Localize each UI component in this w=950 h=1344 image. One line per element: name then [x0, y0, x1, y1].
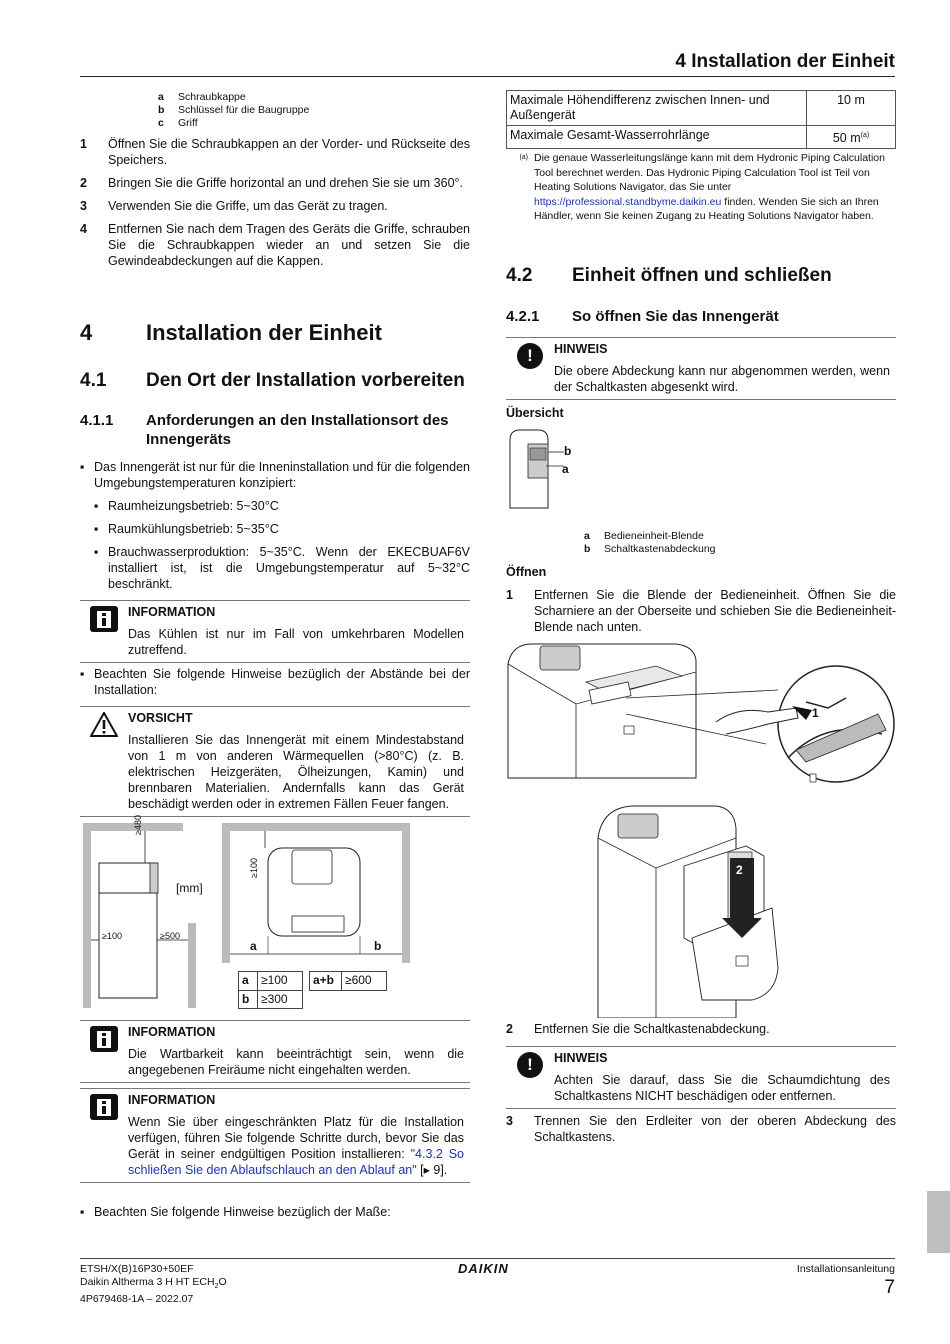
step-item: 4 Entfernen Sie nach dem Tragen des Geräts die Griffe, schrauben Sie die Schraubkappen wieder an und setzen Sie die Gewindeabdeckungen auf die Kappen.: [80, 222, 470, 268]
spec-table: [506, 90, 896, 149]
legend-item: a Schraubkappe: [158, 91, 246, 103]
section-4-heading: 4 Installation der Einheit: [80, 320, 382, 345]
overview-label-a: a: [562, 462, 569, 476]
requirements-list: [80, 459, 470, 592]
clearance-label-a: a: [250, 939, 257, 953]
footer-model-info: ETSH/X(B)16P30+50EF Daikin Altherma 3 H HT $ECH_2O$ 4P679468-1A – 2022.07: [80, 1263, 227, 1306]
info-box-maintenance: INFORMATION Die Wartbarkeit kann beeinträchtigt sein, wenn die angegebenen Freiräume nicht eingehalten werden.: [80, 1020, 470, 1083]
legend-item: b Schlüssel für die Baugruppe: [158, 104, 310, 116]
step-item: 1 Öffnen Sie die Schraubkappen an der Vorder- und Rückseite des Speichers.: [80, 137, 470, 167]
step-item: 3 Verwenden Sie die Griffe, um das Gerät zu tragen.: [80, 199, 388, 213]
daikin-professional-link[interactable]: https://professional.standbyme.daikin.eu: [534, 195, 722, 208]
legend-item: a Bedieneinheit-Blende: [584, 530, 704, 542]
information-icon: [90, 606, 118, 632]
list-item: ▪ Beachten Sie folgende Hinweise bezüglich der Abstände bei der Installation:: [80, 667, 470, 697]
table-row: Maximale Höhendifferenz zwischen Innen- und Außengerät 10 m: [507, 91, 896, 126]
open-heading: Öffnen: [506, 565, 547, 579]
drain-hose-link[interactable]: "4.3.2 So schließen Sie den Ablaufschlauch an den Ablauf an": [128, 1147, 464, 1177]
section-4-1-1-heading: 4.1.1 Anforderungen an den Installationsort des Innengeräts: [80, 412, 449, 448]
page-header-title: 4 Installation der Einheit: [675, 51, 895, 72]
top-clearance-label: ≥480: [133, 815, 143, 835]
step-item: 3 Trennen Sie den Erdleiter von der oberen Abdeckung des Schaltkastens.: [506, 1114, 896, 1144]
step-item: 2 Bringen Sie die Griffe horizontal an und drehen Sie sie um 360°.: [80, 176, 463, 190]
clearance-table: [238, 971, 387, 1009]
legend-right: [584, 530, 716, 556]
info-box-cooling: INFORMATION Das Kühlen ist nur im Fall von umkehrbaren Modellen zutreffend.: [80, 600, 470, 663]
chapter-tab: [927, 1191, 950, 1253]
figure-label-1: 1: [812, 706, 819, 720]
overview-unit-diagram: [506, 428, 566, 512]
info-box-limited-space: INFORMATION Wenn Sie über eingeschränkten Platz für die Installation verfügen, führen Sie folgende Schritte durch, bevor Sie das Gerät in seiner endgültigen Position installieren: "4.3.2 So schließen Sie den Ablaufschlauch an den Ablauf an" [▸ 9].: [80, 1088, 470, 1183]
information-icon: [90, 1026, 118, 1052]
left-clearance-label: ≥100: [102, 931, 122, 941]
front-clearance-label: ≥100: [249, 858, 259, 878]
information-icon: [90, 1094, 118, 1120]
list-item: ▪ Brauchwasserproduktion: 5~35°C. Wenn der EKECBUAF6V installiert ist, ist die Umgebungstemperatur auf 5~32°C beschränkt.: [94, 545, 470, 591]
section-4-2-1-heading: 4.2.1 So öffnen Sie das Innengerät: [506, 308, 779, 325]
clearance-label-b: b: [374, 939, 382, 953]
figure-label-2: 2: [736, 863, 743, 877]
hinweis-box-cover: ! HINWEIS Die obere Abdeckung kann nur abgenommen werden, wenn der Schaltkasten abgesenkt wird.: [506, 337, 896, 400]
step-item: 1 Entfernen Sie die Blende der Bedieneinheit. Öffnen Sie die Scharniere an der Oberseite und schieben Sie die Bedieneinheit-Blende nach unten.: [506, 588, 896, 634]
unit-label: [mm]: [176, 881, 203, 895]
caution-box: VORSICHT Installieren Sie das Innengerät mit einem Mindestabstand von 1 m von anderen Wärmequellen (>80°C) (z. B. elektrischen Heizgeräten, Ölheizungen, Kamin) und brennbaren Materialien. Andernfalls kann das Gerät beschädigt werden oder in extremen Fällen Feuer fangen.: [80, 706, 470, 817]
page-number: 7: [884, 1277, 895, 1298]
table-row: b ≥300: [239, 990, 387, 1009]
legend-item: b Schaltkastenabdeckung: [584, 543, 716, 555]
exclamation-icon: !: [517, 343, 543, 369]
right-clearance-label: ≥500: [160, 931, 180, 941]
table-row: Maximale Gesamt-Wasserrohrlänge 50 $m^{(a)}$: [507, 126, 896, 149]
footer-doc-type: Installationsanleitung: [796, 1263, 895, 1275]
exclamation-icon: !: [517, 1052, 543, 1078]
daikin-logo: DAIKIN: [458, 1261, 509, 1276]
page-ref-arrow-icon: ▸: [423, 1163, 430, 1177]
footer-rule: [80, 1258, 895, 1259]
section-4-2-heading: 4.2 Einheit öffnen und schließen: [506, 265, 832, 286]
footnote: (a) Die genaue Wasserleitungslänge kann mit dem Hydronic Piping Calculation Tool berechnet werden. Das Hydronic Piping Calculation Tool ist Teil von Heating Solutions Navigator, das Sie unter https://professional.standbyme.daikin.eu finden. Wenden Sie sich an Ihren Händler, wenn Sie keinen Zugang zu Heating Solutions Navigator haben.: [519, 152, 885, 222]
legend-item: c Griff: [158, 117, 198, 129]
opening-illustration: [506, 638, 896, 1018]
legend-top: [158, 91, 309, 130]
section-4-1-heading: 4.1 Den Ort der Installation vorbereiten: [80, 370, 465, 391]
table-row: a ≥100 a+b ≥600: [239, 972, 387, 991]
step-item: 2 Entfernen Sie die Schaltkastenabdeckung.: [506, 1022, 770, 1036]
list-item: ▪ Raumkühlungsbetrieb: 5~35°C: [94, 522, 279, 536]
warning-triangle-icon: [90, 712, 118, 737]
list-item: ▪ Das Innengerät ist nur für die Inneninstallation und für die folgenden Umgebungstemperaturen konzipiert:: [80, 460, 470, 490]
header-rule: [80, 76, 895, 77]
overview-label-b: b: [564, 444, 572, 458]
list-item: ▪ Raumheizungsbetrieb: 5~30°C: [94, 499, 279, 513]
steps-top: [80, 136, 470, 269]
hinweis-box-foam: ! HINWEIS Achten Sie darauf, dass Sie die Schaumdichtung des Schaltkastens NICHT beschädigen oder entfernen.: [506, 1046, 896, 1109]
list-item: ▪ Beachten Sie folgende Hinweise bezüglich der Maße:: [80, 1205, 391, 1219]
overview-heading: Übersicht: [506, 406, 564, 420]
